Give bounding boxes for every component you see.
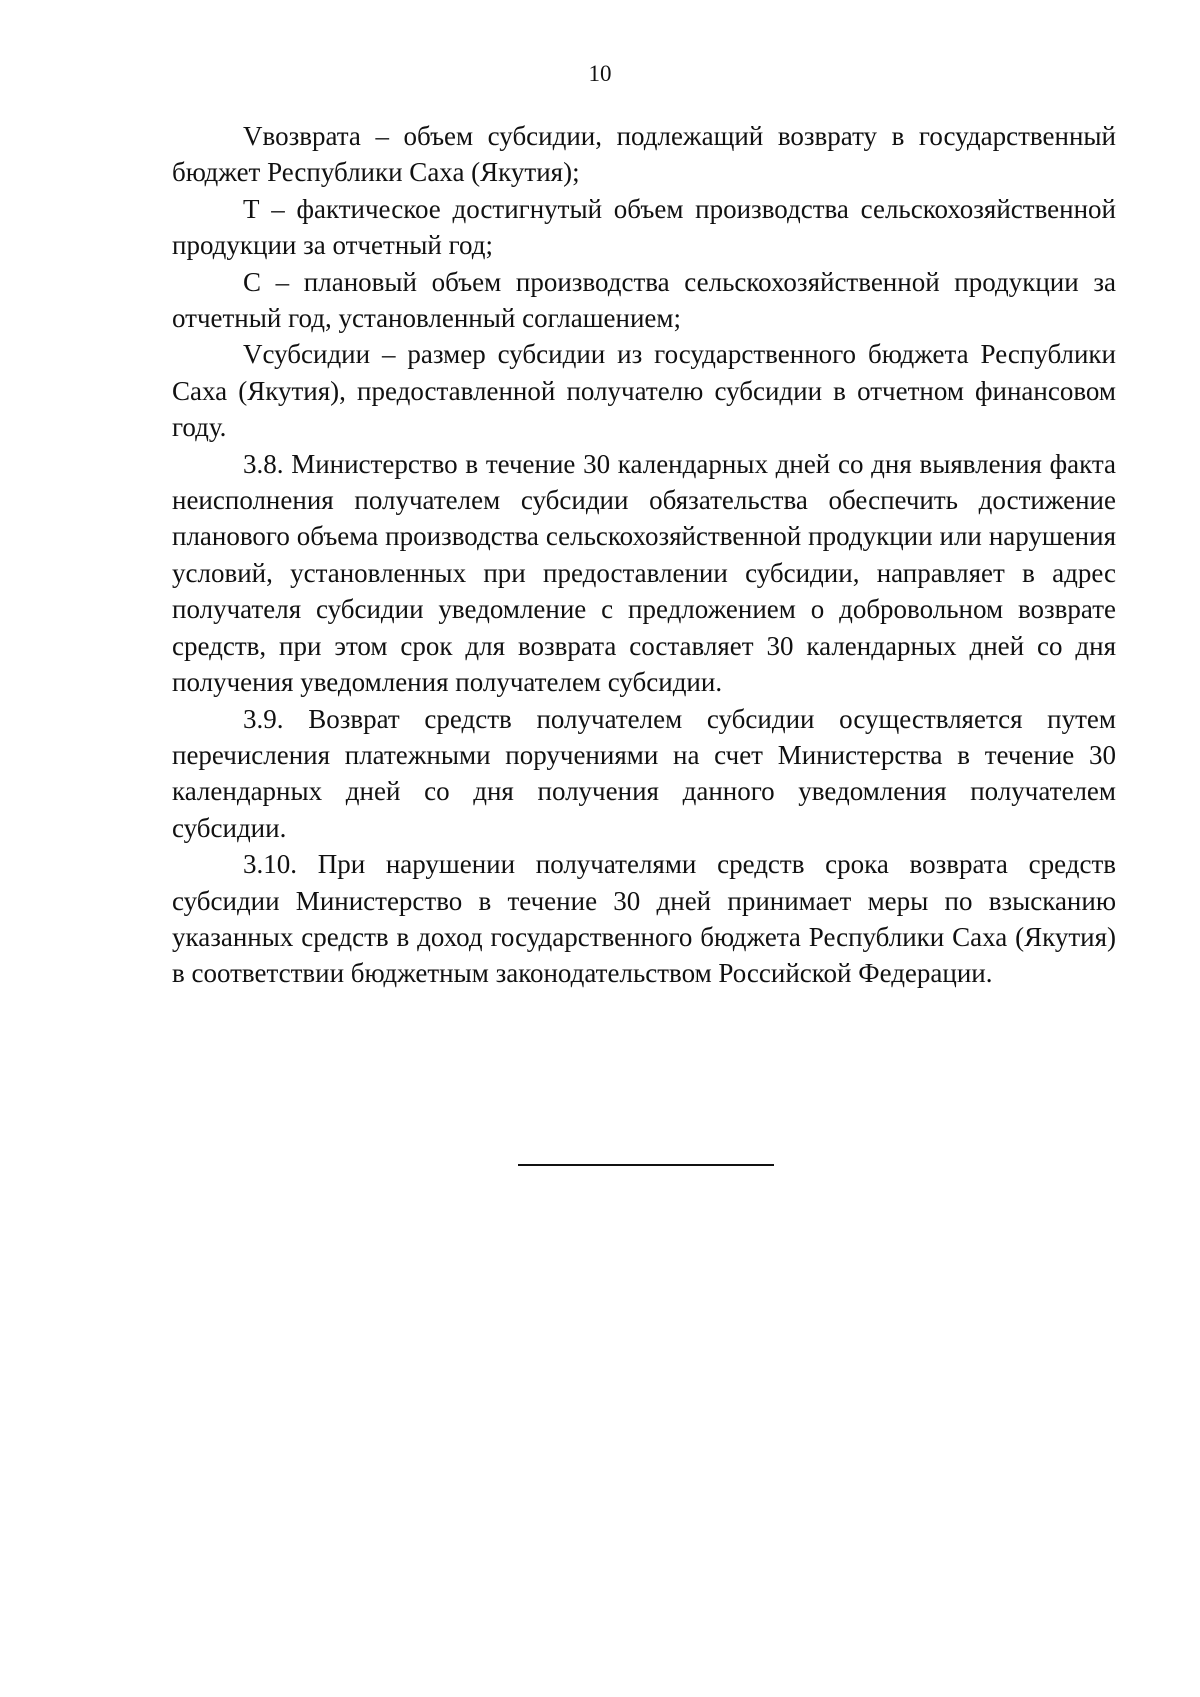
paragraph-3-9: 3.9. Возврат средств получателем субсидии осуществляется путем перечисления платежными поручениями на счет Министерства в течение 30 календарных дней со дня получения данного уведомления получателем субсидии. xyxy=(172,703,1116,843)
paragraph-3-8: 3.8. Министерство в течение 30 календарных дней со дня выявления факта неисполнения получателем субсидии обязательства обеспечить достижение планового объема производства сельскохозяйственной продукции или нарушения условий, установленных при предоставлении субсидии, направляет в адрес получателя субсидии уведомление с предложением о добровольном возврате средств, при этом срок для возврата составляет 30 календарных дней со дня получения уведомления получателем субсидии. xyxy=(172,448,1116,698)
paragraph-3-10: 3.10. При нарушении получателями средств срока возврата средств субсидии Министерство в течение 30 дней принимает меры по взысканию указанных средств в доход государственного бюджета Республики Саха (Якутия) в соответствии бюджетным законодательством Российской Федерации. xyxy=(172,849,1116,989)
paragraph-t-definition: Т – фактическое достигнутый объем производства сельскохозяйственной продукции за отчетный год; xyxy=(172,193,1116,261)
document-body xyxy=(172,118,1116,992)
paragraph-c-definition: С – плановый объем производства сельскохозяйственной продукции за отчетный год, установленный соглашением; xyxy=(172,266,1116,334)
closing-divider-line xyxy=(518,1164,774,1166)
page-number: 10 xyxy=(588,61,612,86)
paragraph-v-subsidy-definition: Vсубсидии – размер субсидии из государственного бюджета Республики Саха (Якутия), предоставленной получателю субсидии в отчетном финансовом году. xyxy=(172,339,1116,443)
paragraph-v-return-definition: Vвозврата – объем субсидии, подлежащий возврату в государственный бюджет Республики Саха (Якутия); xyxy=(172,121,1116,188)
